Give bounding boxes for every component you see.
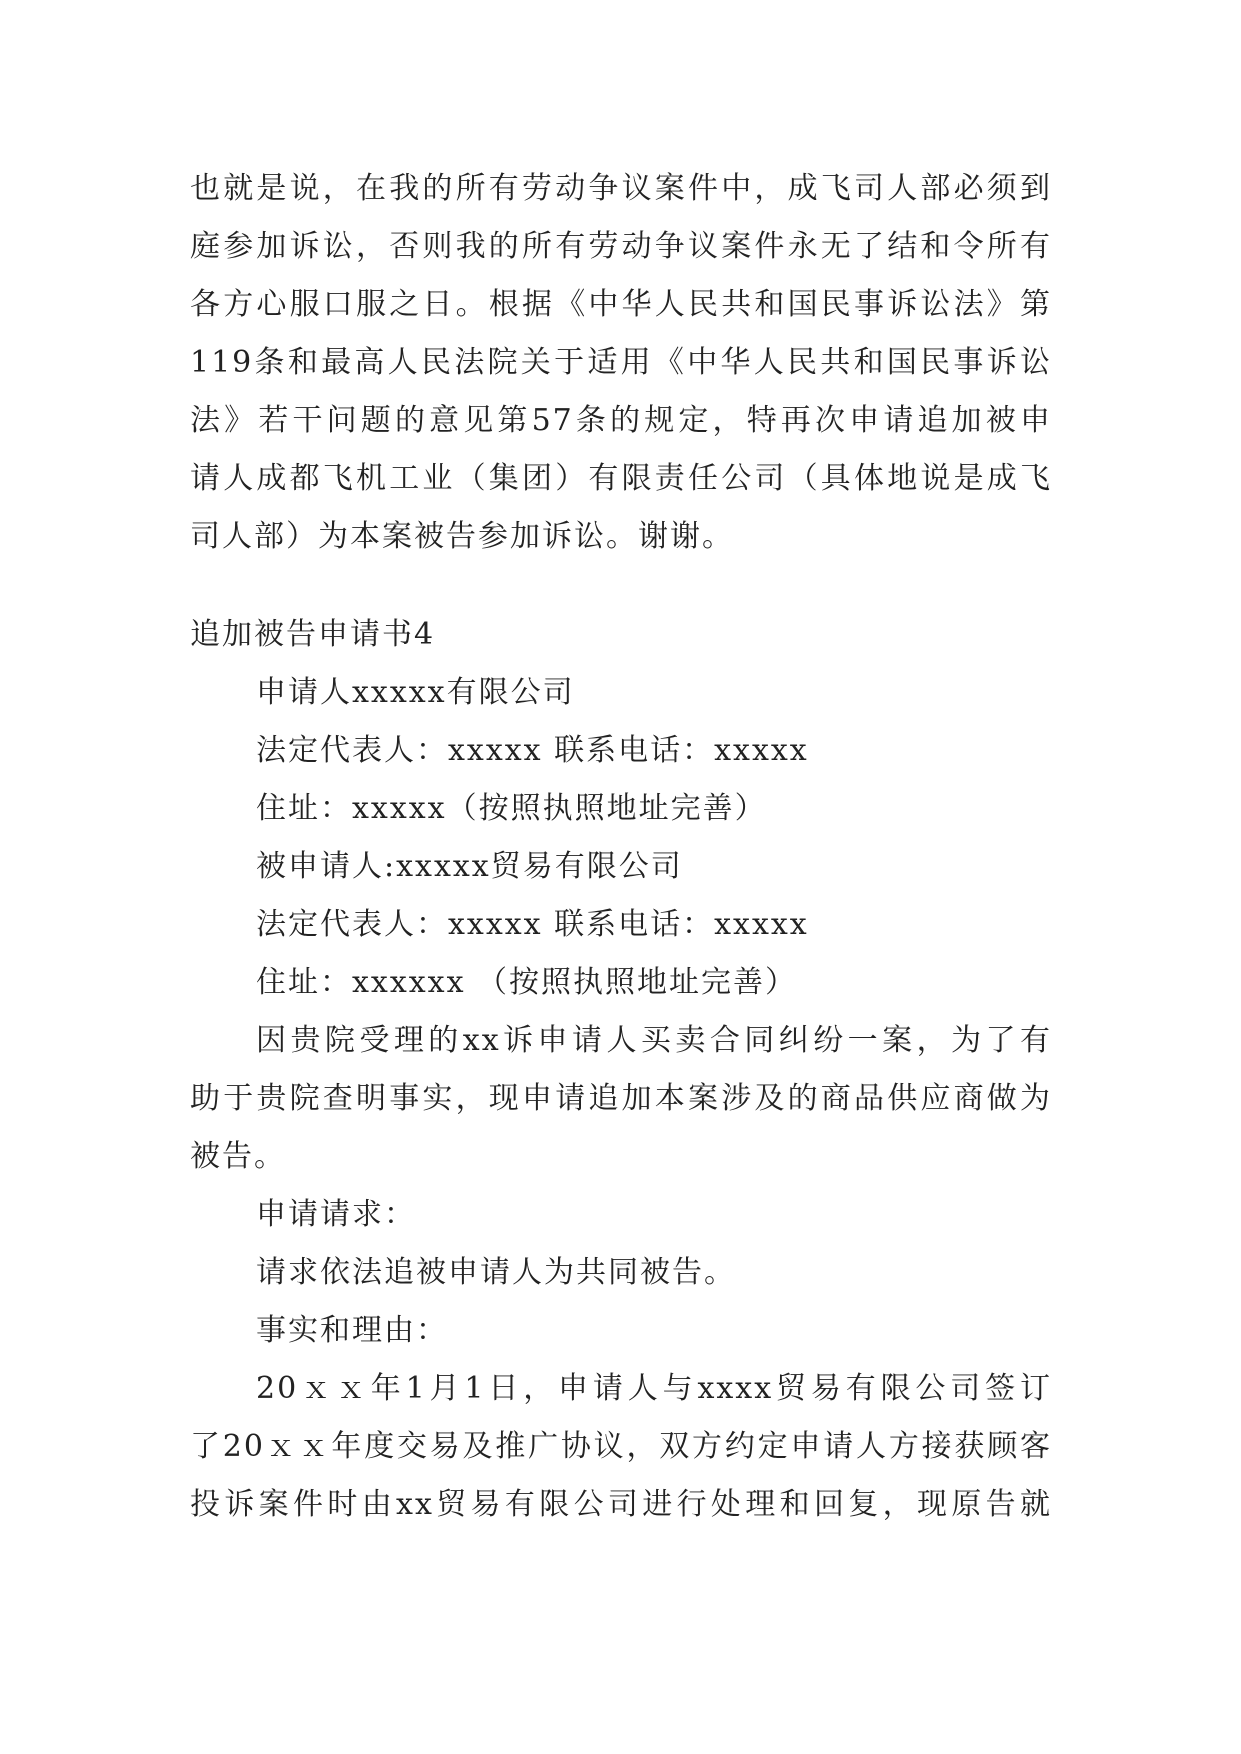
request-heading: 申请请求： [256,1197,416,1232]
text-line: 请人成都飞机工业（集团）有限责任公司（具体地说是成飞 [190,461,1052,496]
facts-paragraph [190,1360,1052,1534]
applicant-representative: 法定代表人：xxxxx 联系电话：xxxxx [256,733,809,768]
intro-paragraph [190,1012,1052,1186]
text-line: 因贵院受理的xx诉申请人买卖合同纠纷一案，为了有 [256,1023,1052,1058]
facts-heading: 事实和理由： [256,1313,448,1348]
parties-block [190,664,1052,1012]
text-line: 法》若干问题的意见第57条的规定，特再次申请追加被申 [190,403,1052,438]
respondent-address: 住址：xxxxxx （按照执照地址完善） [256,965,798,1000]
text-line: 各方心服口服之日。根据《中华人民共和国民事诉讼法》第 [190,287,1052,322]
text-line: 助于贵院查明事实，现申请追加本案涉及的商品供应商做为 [190,1081,1052,1116]
applicant-name: 申请人xxxxx有限公司 [256,675,575,710]
applicant-address: 住址：xxxxx（按照执照地址完善） [256,791,767,826]
paragraph-continuation [190,160,1052,566]
text-line: 庭参加诉讼，否则我的所有劳动争议案件永无了结和令所有 [190,229,1052,264]
text-line: 司人部）为本案被告参加诉讼。谢谢。 [190,519,734,554]
text-line: 被告。 [190,1139,286,1174]
text-line: 119条和最高人民法院关于适用《中华人民共和国民事诉讼 [190,345,1052,380]
text-line: 也就是说，在我的所有劳动争议案件中，成飞司人部必须到 [190,171,1052,206]
section-title: 追加被告申请书4 [190,617,436,652]
text-line: 20ｘｘ年1月1日，申请人与xxxx贸易有限公司签订 [256,1371,1052,1406]
request-text: 请求依法追被申请人为共同被告。 [256,1255,736,1290]
text-line: 投诉案件时由xx贸易有限公司进行处理和回复，现原告就 [190,1487,1052,1522]
spacer [190,566,1052,606]
respondent-name: 被申请人:xxxxx贸易有限公司 [256,849,683,884]
document-page [190,160,1052,1534]
respondent-representative: 法定代表人：xxxxx 联系电话：xxxxx [256,907,809,942]
text-line: 了20ｘｘ年度交易及推广协议，双方约定申请人方接获顾客 [190,1429,1052,1464]
